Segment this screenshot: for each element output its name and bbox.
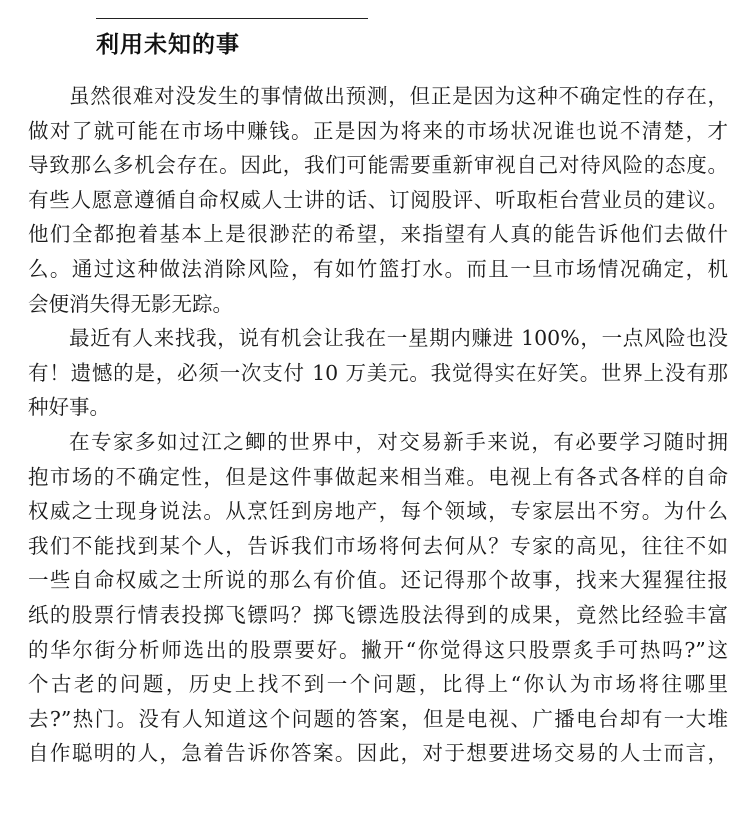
text-line: 有些人愿意遵循自命权威人士讲的话、订阅股评、听取柜台营业员的建议。 <box>28 187 728 212</box>
body-text <box>28 79 728 771</box>
paragraph <box>28 321 728 425</box>
text-line: 虽然很难对没发生的事情做出预测，但正是因为这种不确定性的存在， <box>69 84 728 108</box>
text-line: 我们不能找到某个人，告诉我们市场将何去何从？专家的高见，往往不如 <box>28 533 728 558</box>
text-line: 抱市场的不确定性，但是这件事做起来相当难。电视上有各式各样的自命 <box>28 464 728 489</box>
text-line: 有！遗憾的是，必须一次支付 10 万美元。我觉得实在好笑。世界上没有那 <box>28 360 728 385</box>
text-line: 他们全都抱着基本上是很渺茫的希望，来指望有人真的能告诉他们去做什 <box>28 222 728 247</box>
text-line: 个古老的问题，历史上找不到一个问题，比得上“你认为市场将往哪里 <box>28 672 728 697</box>
text-line: 种好事。 <box>28 395 110 420</box>
text-line: 么。通过这种做法消除风险，有如竹篮打水。而且一旦市场情况确定，机 <box>28 256 728 281</box>
text-line: 导致那么多机会存在。因此，我们可能需要重新审视自己对待风险的态度。 <box>28 153 728 178</box>
text-line: 一些自命权威之士所说的那么有价值。还记得那个故事，找来大猩猩往报 <box>28 568 728 593</box>
text-line: 自作聪明的人，急着告诉你答案。因此，对于想要进场交易的人士而言， <box>28 741 728 766</box>
text-line: 最近有人来找我，说有机会让我在一星期内赚进 100%，一点风险也没 <box>69 326 728 351</box>
text-line: 做对了就可能在市场中赚钱。正是因为将来的市场状况谁也说不清楚，才 <box>28 118 728 143</box>
text-line: 权威之士现身说法。从烹饪到房地产，每个领域，专家层出不穷。为什么 <box>28 499 728 524</box>
text-line: 去?”热门。没有人知道这个问题的答案，但是电视、广播电台却有一大堆 <box>28 706 728 731</box>
text-line: 的华尔街分析师选出的股票要好。撇开“你觉得这只股票炙手可热吗?”这 <box>28 637 728 662</box>
text-line: 会便消失得无影无踪。 <box>28 291 233 316</box>
paragraph <box>28 425 728 771</box>
paragraph <box>28 79 728 321</box>
text-line: 在专家多如过江之鲫的世界中，对交易新手来说，有必要学习随时拥 <box>69 429 728 454</box>
heading-rule <box>96 18 368 19</box>
text-line: 纸的股票行情表投掷飞镖吗？掷飞镖选股法得到的成果，竟然比经验丰富 <box>28 602 728 627</box>
section-heading: 利用未知的事 <box>96 32 240 58</box>
